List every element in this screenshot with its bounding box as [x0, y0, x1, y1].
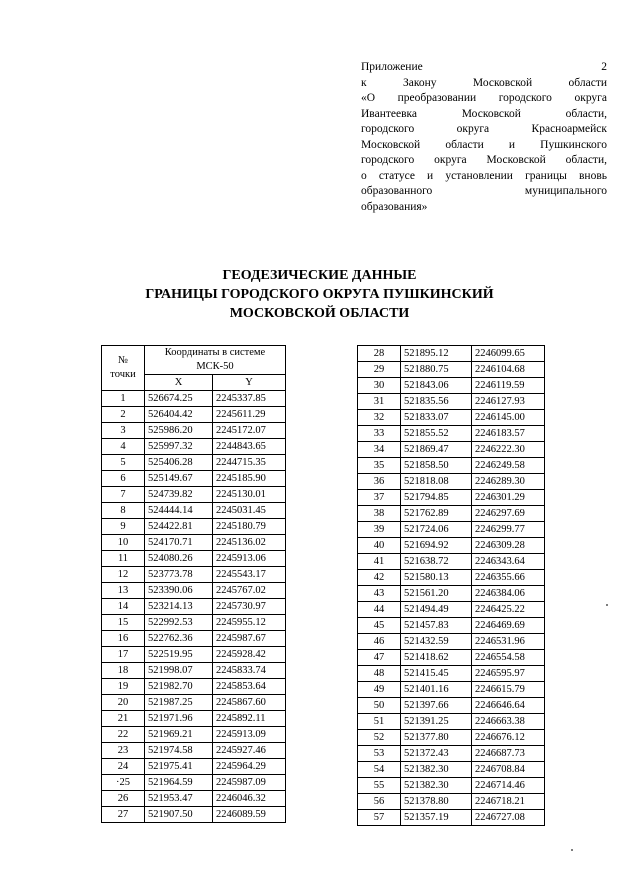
x-coordinate-cell: 526404.42 — [145, 407, 213, 423]
point-number-cell: 37 — [358, 490, 401, 506]
table-row — [358, 586, 545, 602]
x-coordinate-cell: 521964.59 — [145, 775, 213, 791]
point-number-cell: 43 — [358, 586, 401, 602]
point-number-cell: 2 — [102, 407, 145, 423]
point-number-cell: 4 — [102, 439, 145, 455]
table-row — [358, 634, 545, 650]
point-number-cell: 10 — [102, 535, 145, 551]
point-number-cell: 50 — [358, 698, 401, 714]
point-number-cell: 7 — [102, 487, 145, 503]
point-number-cell: 6 — [102, 471, 145, 487]
x-coordinate-cell: 521975.41 — [145, 759, 213, 775]
table-row — [358, 458, 545, 474]
x-coordinate-cell: 521762.89 — [401, 506, 472, 522]
x-coordinate-cell: 521580.13 — [401, 570, 472, 586]
x-coordinate-cell: 523214.13 — [145, 599, 213, 615]
header-coords-line1: Координаты в системе — [164, 347, 266, 358]
y-coordinate-cell: 2246301.29 — [472, 490, 545, 506]
right-table-body — [358, 346, 545, 826]
y-coordinate-cell: 2245136.02 — [213, 535, 286, 551]
x-coordinate-cell: 521794.85 — [401, 490, 472, 506]
x-coordinate-cell: 521843.06 — [401, 378, 472, 394]
y-coordinate-cell: 2245928.42 — [213, 647, 286, 663]
table-row — [358, 538, 545, 554]
table-row — [358, 426, 545, 442]
point-number-cell: 26 — [102, 791, 145, 807]
point-number-cell: 35 — [358, 458, 401, 474]
x-coordinate-cell: 521382.30 — [401, 778, 472, 794]
table-row — [102, 679, 286, 695]
x-coordinate-cell: 524170.71 — [145, 535, 213, 551]
x-coordinate-cell: 521382.30 — [401, 762, 472, 778]
point-number-cell: 14 — [102, 599, 145, 615]
y-coordinate-cell: 2246384.06 — [472, 586, 545, 602]
y-coordinate-cell: 2245185.90 — [213, 471, 286, 487]
y-coordinate-cell: 2246222.30 — [472, 442, 545, 458]
table-row — [358, 698, 545, 714]
table-row — [102, 535, 286, 551]
y-coordinate-cell: 2245964.29 — [213, 759, 286, 775]
table-row — [102, 471, 286, 487]
x-coordinate-cell: 521833.07 — [401, 410, 472, 426]
point-number-cell: 21 — [102, 711, 145, 727]
table-row — [358, 762, 545, 778]
point-number-cell: 47 — [358, 650, 401, 666]
x-coordinate-cell: 523390.06 — [145, 583, 213, 599]
point-number-cell: 51 — [358, 714, 401, 730]
header-num-line2: точки — [110, 369, 136, 380]
y-coordinate-cell: 2246289.30 — [472, 474, 545, 490]
y-coordinate-cell: 2245172.07 — [213, 423, 286, 439]
y-coordinate-cell: 2246718.21 — [472, 794, 545, 810]
table-row — [102, 439, 286, 455]
point-number-cell: 36 — [358, 474, 401, 490]
table-row — [358, 522, 545, 538]
appendix-line: Московской области и Пушкинского — [361, 138, 607, 151]
table-row — [102, 663, 286, 679]
point-number-cell: 53 — [358, 746, 401, 762]
y-coordinate-cell: 2245130.01 — [213, 487, 286, 503]
appendix-line: Приложение 2 — [361, 61, 607, 73]
x-coordinate-cell: 525149.67 — [145, 471, 213, 487]
x-coordinate-cell: 521998.07 — [145, 663, 213, 679]
point-number-cell: 40 — [358, 538, 401, 554]
coordinates-header — [145, 346, 286, 375]
x-coordinate-cell: 522519.95 — [145, 647, 213, 663]
y-coordinate-cell: 2246708.84 — [472, 762, 545, 778]
x-coordinate-cell: 526674.25 — [145, 391, 213, 407]
appendix-line: образования» — [361, 200, 428, 213]
title-line: ГРАНИЦЫ ГОРОДСКОГО ОКРУГА ПУШКИНСКИЙ — [145, 287, 494, 302]
y-column-header: Y — [213, 375, 286, 391]
x-coordinate-cell: 521391.25 — [401, 714, 472, 730]
y-coordinate-cell: 2246355.66 — [472, 570, 545, 586]
table-row — [102, 775, 286, 791]
table-row — [102, 759, 286, 775]
point-number-cell: 24 — [102, 759, 145, 775]
x-coordinate-cell: 521953.47 — [145, 791, 213, 807]
y-coordinate-cell: 2245913.09 — [213, 727, 286, 743]
coordinates-table-left — [101, 345, 286, 823]
point-number-cell: 54 — [358, 762, 401, 778]
header-coords-line2: МСК-50 — [196, 361, 234, 372]
x-coordinate-cell: 521377.80 — [401, 730, 472, 746]
x-coordinate-cell: 521818.08 — [401, 474, 472, 490]
y-coordinate-cell: 2245611.29 — [213, 407, 286, 423]
x-coordinate-cell: 521858.50 — [401, 458, 472, 474]
point-number-cell: 34 — [358, 442, 401, 458]
x-coordinate-cell: 521969.21 — [145, 727, 213, 743]
table-row — [358, 554, 545, 570]
point-number-cell: 33 — [358, 426, 401, 442]
y-coordinate-cell: 2246183.57 — [472, 426, 545, 442]
table-row — [358, 410, 545, 426]
table-row — [102, 807, 286, 823]
point-number-cell: 3 — [102, 423, 145, 439]
table-row — [358, 778, 545, 794]
table-row — [358, 682, 545, 698]
table-row — [102, 519, 286, 535]
y-coordinate-cell: 2246554.58 — [472, 650, 545, 666]
x-coordinate-cell: 525406.28 — [145, 455, 213, 471]
y-coordinate-cell: 2244843.65 — [213, 439, 286, 455]
appendix-line: городского округа Красноармейск — [361, 123, 607, 135]
y-coordinate-cell: 2245955.12 — [213, 615, 286, 631]
y-coordinate-cell: 2246299.77 — [472, 522, 545, 538]
y-coordinate-cell: 2246249.58 — [472, 458, 545, 474]
point-number-cell: 22 — [102, 727, 145, 743]
y-coordinate-cell: 2245543.17 — [213, 567, 286, 583]
y-coordinate-cell: 2245927.46 — [213, 743, 286, 759]
table-row — [102, 631, 286, 647]
x-coordinate-cell: 521357.19 — [401, 810, 472, 826]
x-coordinate-cell: 521869.47 — [401, 442, 472, 458]
point-number-cell: 30 — [358, 378, 401, 394]
table-row — [358, 442, 545, 458]
point-number-cell: 23 — [102, 743, 145, 759]
table-row — [102, 711, 286, 727]
y-coordinate-cell: 2246595.97 — [472, 666, 545, 682]
appendix-line: образованного муниципального — [361, 185, 607, 197]
x-coordinate-cell: 521638.72 — [401, 554, 472, 570]
y-coordinate-cell: 2244715.35 — [213, 455, 286, 471]
scan-speck — [571, 849, 573, 851]
point-number-cell: 49 — [358, 682, 401, 698]
table-row — [358, 490, 545, 506]
point-number-cell: 31 — [358, 394, 401, 410]
point-number-cell: 57 — [358, 810, 401, 826]
point-number-cell: 55 — [358, 778, 401, 794]
point-number-cell: 48 — [358, 666, 401, 682]
table-row — [102, 391, 286, 407]
point-number-cell: 27 — [102, 807, 145, 823]
point-number-cell: 46 — [358, 634, 401, 650]
point-number-cell: ·25 — [102, 775, 145, 791]
x-coordinate-cell: 525997.32 — [145, 439, 213, 455]
y-coordinate-cell: 2246297.69 — [472, 506, 545, 522]
y-coordinate-cell: 2245987.09 — [213, 775, 286, 791]
point-number-cell: 18 — [102, 663, 145, 679]
point-number-cell: 11 — [102, 551, 145, 567]
point-number-cell: 12 — [102, 567, 145, 583]
point-number-cell: 1 — [102, 391, 145, 407]
x-coordinate-cell: 521372.43 — [401, 746, 472, 762]
table-row — [358, 650, 545, 666]
point-number-cell: 13 — [102, 583, 145, 599]
table-row — [358, 362, 545, 378]
table-row — [358, 714, 545, 730]
y-coordinate-cell: 2246687.73 — [472, 746, 545, 762]
table-row — [102, 791, 286, 807]
x-coordinate-cell: 524739.82 — [145, 487, 213, 503]
y-coordinate-cell: 2245853.64 — [213, 679, 286, 695]
point-number-cell: 28 — [358, 346, 401, 362]
point-number-cell: 17 — [102, 647, 145, 663]
y-coordinate-cell: 2245867.60 — [213, 695, 286, 711]
x-coordinate-cell: 521494.49 — [401, 602, 472, 618]
x-coordinate-cell: 521895.12 — [401, 346, 472, 362]
x-coordinate-cell: 521724.06 — [401, 522, 472, 538]
y-coordinate-cell: 2246099.65 — [472, 346, 545, 362]
y-coordinate-cell: 2246646.64 — [472, 698, 545, 714]
scan-speck — [606, 604, 608, 606]
x-coordinate-cell: 521987.25 — [145, 695, 213, 711]
y-coordinate-cell: 2245833.74 — [213, 663, 286, 679]
y-coordinate-cell: 2246104.68 — [472, 362, 545, 378]
table-row — [358, 570, 545, 586]
y-coordinate-cell: 2246145.00 — [472, 410, 545, 426]
table-row — [102, 615, 286, 631]
y-coordinate-cell: 2246469.69 — [472, 618, 545, 634]
point-number-cell: 20 — [102, 695, 145, 711]
table-row — [102, 503, 286, 519]
y-coordinate-cell: 2246727.08 — [472, 810, 545, 826]
appendix-note — [361, 60, 607, 215]
table-row — [358, 666, 545, 682]
y-coordinate-cell: 2246046.32 — [213, 791, 286, 807]
appendix-line: к Закону Московской области — [361, 76, 607, 89]
y-coordinate-cell: 2246676.12 — [472, 730, 545, 746]
point-number-cell: 52 — [358, 730, 401, 746]
point-number-cell: 44 — [358, 602, 401, 618]
x-coordinate-cell: 521855.52 — [401, 426, 472, 442]
point-number-cell: 8 — [102, 503, 145, 519]
table-row — [358, 618, 545, 634]
header-num-line1: № — [117, 355, 129, 366]
point-number-cell: 16 — [102, 631, 145, 647]
table-row — [358, 474, 545, 490]
x-coordinate-cell: 521974.58 — [145, 743, 213, 759]
table-row — [102, 583, 286, 599]
point-number-cell: 5 — [102, 455, 145, 471]
x-coordinate-cell: 521971.96 — [145, 711, 213, 727]
left-table-body — [102, 391, 286, 823]
y-coordinate-cell: 2246615.79 — [472, 682, 545, 698]
table-row — [358, 346, 545, 362]
point-number-cell: 32 — [358, 410, 401, 426]
table-row — [102, 455, 286, 471]
y-coordinate-cell: 2245337.85 — [213, 391, 286, 407]
y-coordinate-cell: 2246425.22 — [472, 602, 545, 618]
y-coordinate-cell: 2245913.06 — [213, 551, 286, 567]
table-row — [102, 743, 286, 759]
x-coordinate-cell: 521378.80 — [401, 794, 472, 810]
x-column-header: X — [145, 375, 213, 391]
x-coordinate-cell: 521982.70 — [145, 679, 213, 695]
table-row — [102, 695, 286, 711]
x-coordinate-cell: 521432.59 — [401, 634, 472, 650]
table-row — [102, 727, 286, 743]
table-row — [358, 810, 545, 826]
point-number-cell: 45 — [358, 618, 401, 634]
x-coordinate-cell: 522992.53 — [145, 615, 213, 631]
title-line: МОСКОВСКОЙ ОБЛАСТИ — [229, 306, 410, 321]
x-coordinate-cell: 521415.45 — [401, 666, 472, 682]
x-coordinate-cell: 521457.83 — [401, 618, 472, 634]
table-row — [102, 551, 286, 567]
table-row — [102, 599, 286, 615]
appendix-line: городского округа Московской области, — [361, 154, 607, 166]
y-coordinate-cell: 2246714.46 — [472, 778, 545, 794]
x-coordinate-cell: 521401.16 — [401, 682, 472, 698]
y-coordinate-cell: 2245987.67 — [213, 631, 286, 647]
point-number-cell: 39 — [358, 522, 401, 538]
point-number-cell: 29 — [358, 362, 401, 378]
table-row — [358, 506, 545, 522]
point-number-header — [102, 346, 145, 391]
point-number-cell: 42 — [358, 570, 401, 586]
y-coordinate-cell: 2245767.02 — [213, 583, 286, 599]
x-coordinate-cell: 521835.56 — [401, 394, 472, 410]
table-row — [358, 394, 545, 410]
coordinates-table-right — [357, 345, 545, 826]
point-number-cell: 9 — [102, 519, 145, 535]
table-row — [358, 730, 545, 746]
point-number-cell: 19 — [102, 679, 145, 695]
table-row — [102, 567, 286, 583]
x-coordinate-cell: 521397.66 — [401, 698, 472, 714]
x-coordinate-cell: 521907.50 — [145, 807, 213, 823]
point-number-cell: 56 — [358, 794, 401, 810]
appendix-line: о статусе и установлении границы вновь — [361, 169, 607, 182]
y-coordinate-cell: 2246309.28 — [472, 538, 545, 554]
y-coordinate-cell: 2246343.64 — [472, 554, 545, 570]
y-coordinate-cell: 2245730.97 — [213, 599, 286, 615]
x-coordinate-cell: 522762.36 — [145, 631, 213, 647]
table-row — [358, 794, 545, 810]
y-coordinate-cell: 2246127.93 — [472, 394, 545, 410]
x-coordinate-cell: 524422.81 — [145, 519, 213, 535]
y-coordinate-cell: 2245180.79 — [213, 519, 286, 535]
y-coordinate-cell: 2245892.11 — [213, 711, 286, 727]
table-row — [102, 487, 286, 503]
document-title — [0, 266, 639, 323]
appendix-line: Ивантеевка Московской области, — [361, 107, 607, 120]
x-coordinate-cell: 523773.78 — [145, 567, 213, 583]
x-coordinate-cell: 524444.14 — [145, 503, 213, 519]
table-row — [358, 602, 545, 618]
table-row — [358, 746, 545, 762]
point-number-cell: 15 — [102, 615, 145, 631]
table-row — [102, 407, 286, 423]
y-coordinate-cell: 2246119.59 — [472, 378, 545, 394]
y-coordinate-cell: 2246663.38 — [472, 714, 545, 730]
table-row — [102, 647, 286, 663]
x-coordinate-cell: 521694.92 — [401, 538, 472, 554]
table-row — [358, 378, 545, 394]
point-number-cell: 41 — [358, 554, 401, 570]
title-line: ГЕОДЕЗИЧЕСКИЕ ДАННЫЕ — [222, 268, 417, 283]
table-row — [102, 423, 286, 439]
y-coordinate-cell: 2246089.59 — [213, 807, 286, 823]
y-coordinate-cell: 2245031.45 — [213, 503, 286, 519]
appendix-line: «О преобразовании городского округа — [361, 92, 607, 104]
x-coordinate-cell: 525986.20 — [145, 423, 213, 439]
x-coordinate-cell: 521561.20 — [401, 586, 472, 602]
point-number-cell: 38 — [358, 506, 401, 522]
x-coordinate-cell: 521880.75 — [401, 362, 472, 378]
y-coordinate-cell: 2246531.96 — [472, 634, 545, 650]
x-coordinate-cell: 524080.26 — [145, 551, 213, 567]
x-coordinate-cell: 521418.62 — [401, 650, 472, 666]
